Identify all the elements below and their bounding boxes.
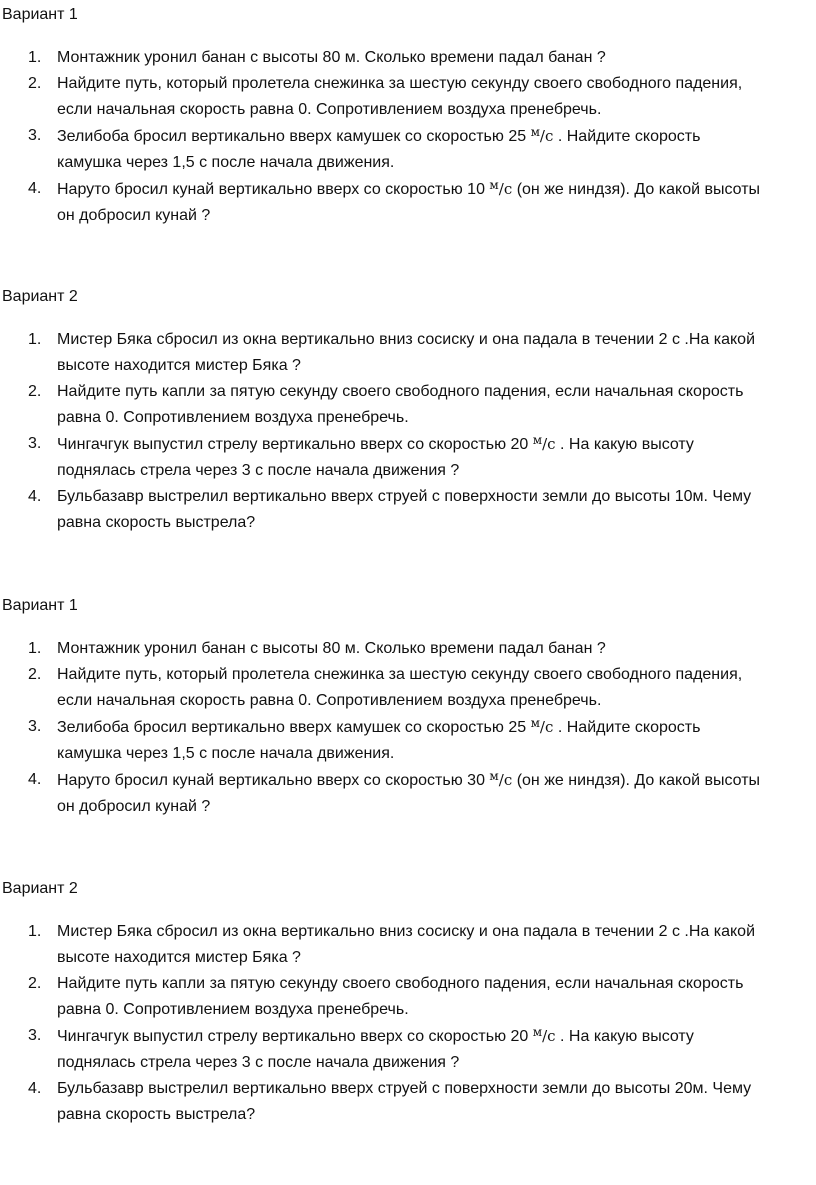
question-text-part: Зелибоба бросил вертикально вверх камушек со скоростью 25 xyxy=(57,128,527,145)
question-text xyxy=(57,1023,812,1050)
question-text xyxy=(57,714,812,741)
question-item xyxy=(0,767,816,820)
question-text: равна скорость выстрела? xyxy=(57,514,256,531)
unit-numerator: м xyxy=(532,433,543,447)
question-text: Мистер Бяка сбросил из окна вертикально вниз сосиску и она падала в течении 2 с .На какой xyxy=(57,923,756,940)
variant-section xyxy=(0,287,816,536)
question-text: Найдите путь капли за пятую секунду своего свободного падения, если начальная скорость xyxy=(57,975,744,992)
question-text-part: . На какую высоту xyxy=(560,436,694,453)
question-number: 2. xyxy=(28,975,42,992)
unit-slash: / xyxy=(498,180,504,198)
unit-numerator: м xyxy=(489,769,499,783)
question-item xyxy=(0,71,816,123)
question-item xyxy=(0,1076,816,1128)
question-item xyxy=(0,662,816,714)
question-list xyxy=(0,327,816,536)
question-text: Мистер Бяка сбросил из окна вертикально вниз сосиску и она падала в течении 2 с .На какой xyxy=(57,331,756,348)
question-text-part: . На какую высоту xyxy=(560,1028,694,1045)
question-text xyxy=(57,176,812,203)
question-text-part: Наруто бросил кунай вертикально вверх со скоростью 30 xyxy=(57,772,485,789)
question-text xyxy=(57,431,812,458)
question-number: 1. xyxy=(28,923,42,940)
question-text-part: (он же ниндзя). До какой высоты xyxy=(516,181,761,198)
unit-denominator: с xyxy=(544,127,554,145)
question-text-part: Чингачгук выпустил стрелу вертикально вверх со скоростью 20 xyxy=(57,1028,529,1045)
question-text: если начальная скорость равна 0. Сопротивлением воздуха пренебречь. xyxy=(57,692,602,709)
variant-title: Вариант 2 xyxy=(2,288,78,305)
question-text-part: . Найдите скорость xyxy=(557,128,701,145)
question-text: равна 0. Сопротивлением воздуха пренебречь. xyxy=(57,409,409,426)
question-text-part: Наруто бросил кунай вертикально вверх со скоростью 10 xyxy=(57,181,485,198)
question-text-part: Зелибоба бросил вертикально вверх камушек со скоростью 25 xyxy=(57,719,527,736)
question-number: 3. xyxy=(28,1027,42,1044)
unit-fraction xyxy=(533,435,556,453)
question-item xyxy=(0,45,816,71)
question-text: Бульбазавр выстрелил вертикально вверх струей с поверхности земли до высоты 20м. Чему xyxy=(57,1080,752,1097)
question-text xyxy=(57,123,812,150)
question-text: равна скорость выстрела? xyxy=(57,1106,256,1123)
question-list xyxy=(0,919,816,1128)
variant-title: Вариант 1 xyxy=(2,6,78,23)
unit-slash: / xyxy=(498,771,504,789)
question-item xyxy=(0,176,816,229)
variant-title: Вариант 2 xyxy=(2,880,78,897)
question-item xyxy=(0,1023,816,1076)
question-text: Монтажник уронил банан с высоты 80 м. Сколько времени падал банан ? xyxy=(57,49,606,66)
question-number: 1. xyxy=(28,49,42,66)
unit-numerator: м xyxy=(530,125,540,139)
question-text: Найдите путь капли за пятую секунду своего свободного падения, если начальная скорость xyxy=(57,383,744,400)
question-text: если начальная скорость равна 0. Сопротивлением воздуха пренебречь. xyxy=(57,101,602,118)
question-list xyxy=(0,636,816,820)
unit-numerator: м xyxy=(532,1025,543,1039)
question-number: 4. xyxy=(28,180,42,197)
unit-numerator: м xyxy=(489,178,499,192)
variant-title: Вариант 1 xyxy=(2,597,78,614)
question-text: Найдите путь, который пролетела снежинка за шестую секунду своего свободного падения, xyxy=(57,666,743,683)
unit-slash: / xyxy=(542,1027,548,1045)
variant-section xyxy=(0,596,816,820)
question-text: он добросил кунай ? xyxy=(57,798,211,815)
question-number: 1. xyxy=(28,331,42,348)
unit-fraction xyxy=(489,771,512,789)
question-text-part: . Найдите скорость xyxy=(557,719,701,736)
question-text xyxy=(57,767,812,794)
unit-slash: / xyxy=(539,127,545,145)
question-item xyxy=(0,379,816,431)
question-text-part: (он же ниндзя). До какой высоты xyxy=(516,772,761,789)
question-list xyxy=(0,45,816,229)
unit-denominator: с xyxy=(503,771,513,789)
question-text: поднялась стрела через 3 с после начала движения ? xyxy=(57,1054,460,1071)
question-item xyxy=(0,636,816,662)
question-number: 4. xyxy=(28,488,42,505)
question-text: высоте находится мистер Бяка ? xyxy=(57,949,301,966)
question-text: он добросил кунай ? xyxy=(57,207,211,224)
question-text: высоте находится мистер Бяка ? xyxy=(57,357,301,374)
question-item xyxy=(0,327,816,379)
question-text: Бульбазавр выстрелил вертикально вверх струей с поверхности земли до высоты 10м. Чему xyxy=(57,488,752,505)
question-text: камушка через 1,5 с после начала движения. xyxy=(57,745,395,762)
unit-denominator: с xyxy=(547,435,556,453)
unit-fraction xyxy=(531,718,554,736)
variant-section xyxy=(0,5,816,229)
question-text: камушка через 1,5 с после начала движения. xyxy=(57,154,395,171)
question-number: 4. xyxy=(28,771,42,788)
question-text: поднялась стрела через 3 с после начала движения ? xyxy=(57,462,460,479)
question-text: равна 0. Сопротивлением воздуха пренебречь. xyxy=(57,1001,409,1018)
question-number: 2. xyxy=(28,666,42,683)
variant-section xyxy=(0,879,816,1128)
question-text: Монтажник уронил банан с высоты 80 м. Сколько времени падал банан ? xyxy=(57,640,606,657)
question-text-part: Чингачгук выпустил стрелу вертикально вверх со скоростью 20 xyxy=(57,436,529,453)
question-number: 3. xyxy=(28,127,42,144)
question-text: Найдите путь, который пролетела снежинка за шестую секунду своего свободного падения, xyxy=(57,75,743,92)
question-number: 2. xyxy=(28,383,42,400)
unit-denominator: с xyxy=(547,1027,556,1045)
unit-denominator: с xyxy=(544,718,554,736)
unit-fraction xyxy=(489,180,512,198)
unit-slash: / xyxy=(539,718,545,736)
question-number: 3. xyxy=(28,718,42,735)
question-item xyxy=(0,123,816,176)
question-number: 3. xyxy=(28,435,42,452)
unit-slash: / xyxy=(542,435,548,453)
unit-numerator: м xyxy=(530,716,540,730)
question-item xyxy=(0,714,816,767)
unit-fraction xyxy=(531,127,554,145)
question-number: 2. xyxy=(28,75,42,92)
unit-fraction xyxy=(533,1027,556,1045)
unit-denominator: с xyxy=(503,180,513,198)
question-number: 1. xyxy=(28,640,42,657)
question-item xyxy=(0,431,816,484)
question-item xyxy=(0,971,816,1023)
question-number: 4. xyxy=(28,1080,42,1097)
question-item xyxy=(0,919,816,971)
question-item xyxy=(0,484,816,536)
